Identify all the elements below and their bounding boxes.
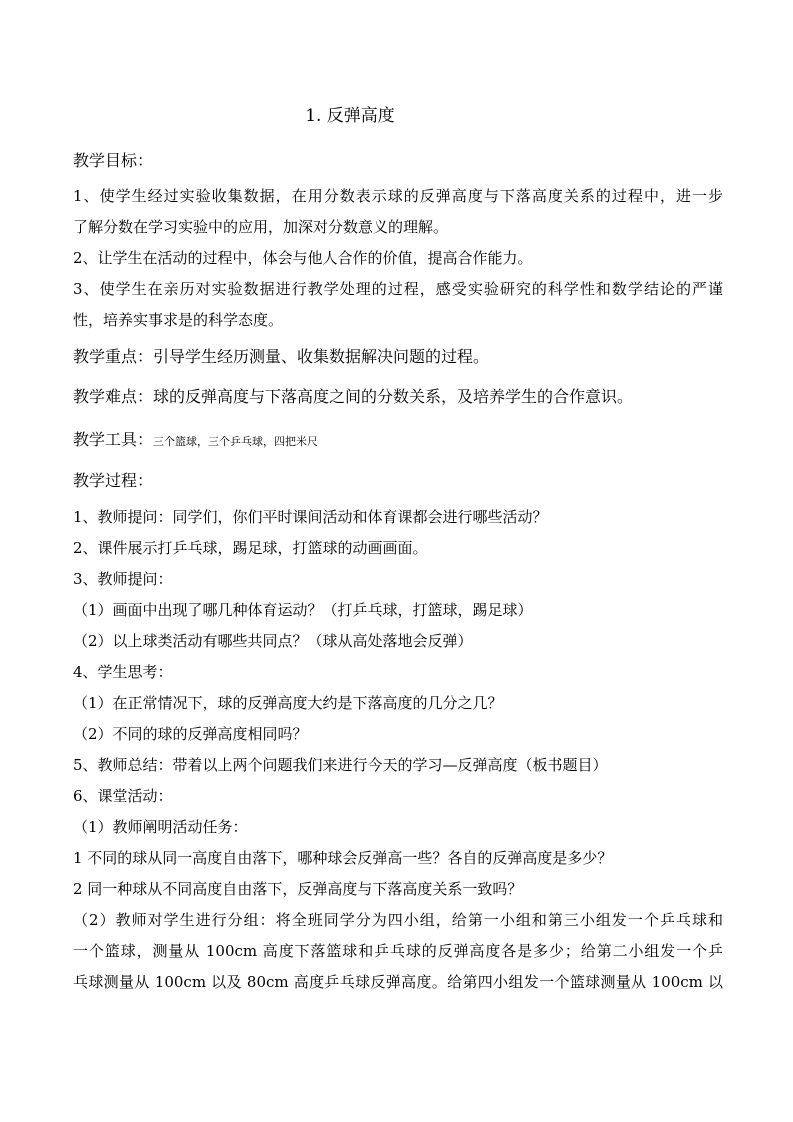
objective-1-line-2: 了解分数在学习实验中的应用，加深对分数意义的理解。 <box>73 218 449 236</box>
objectives-heading: 教学目标： <box>73 151 154 170</box>
step-4-question-1: （1）在正常情况下，球的反弹高度大约是下落高度的几分之几？ <box>73 694 503 712</box>
step-5: 5、教师总结：带着以上两个问题我们来进行今天的学习—反弹高度（板书题目） <box>73 756 608 774</box>
step-3: 3、教师提问： <box>73 570 173 588</box>
objective-3-line-2: 性，培养实事求是的科学态度。 <box>73 311 284 329</box>
step-1: 1、教师提问：同学们，你们平时课间活动和体育课都会进行哪些活动？ <box>73 508 548 526</box>
difficulty: 教学难点：球的反弹高度与下落高度之间的分数关系，及培养学生的合作意识。 <box>73 387 634 406</box>
task-2: 2 同一种球从不同高度自由落下，反弹高度与下落高度关系一致吗？ <box>73 880 523 898</box>
step-3-question-1: （1）画面中出现了哪几种体育运动？（打乒乓球，打篮球，踢足球） <box>73 601 533 619</box>
step-6-part-1: （1）教师阐明活动任务： <box>73 818 248 836</box>
document-title: 1. 反弹高度 <box>305 106 395 126</box>
objective-2: 2、让学生在活动的过程中，体会与他人合作的价值，提高合作能力。 <box>73 249 533 267</box>
task-1: 1 不同的球从同一高度自由落下，哪种球会反弹高一些？各自的反弹高度是多少？ <box>73 849 613 867</box>
step-6-part-2-line-3: 乓球测量从 100cm 以及 80cm 高度乒乓球反弹高度。给第四小组发一个篮球测量从 100cm 以 <box>73 973 723 991</box>
step-2: 2、课件展示打乒乓球，踢足球，打篮球的动画画面。 <box>73 539 428 557</box>
objective-3-line-1: 3、使学生在亲历对实验数据进行教学处理的过程，感受实验研究的科学性和数学结论的严谨 <box>73 280 723 298</box>
step-6-part-2-line-2: 一个篮球，测量从 100cm 高度下落篮球和乒乓球的反弹高度各是多少；给第二小组发一个乒 <box>73 942 723 960</box>
step-4-question-2: （2）不同的球的反弹高度相同吗？ <box>73 725 308 743</box>
process-heading: 教学过程： <box>73 471 154 490</box>
tools-label: 教学工具： <box>73 430 154 449</box>
tools-line <box>73 429 733 453</box>
step-4: 4、学生思考： <box>73 663 173 681</box>
tools-value: 三个篮球，三个乒乓球，四把米尺 <box>153 435 319 448</box>
step-3-question-2: （2）以上球类活动有哪些共同点？（球从高处落地会反弹） <box>73 632 473 650</box>
step-6: 6、课堂活动： <box>73 787 173 805</box>
objective-1-line-1: 1、使学生经过实验收集数据，在用分数表示球的反弹高度与下落高度关系的过程中，进一步 <box>73 187 723 205</box>
step-6-part-2-line-1: （2）教师对学生进行分组：将全班同学分为四小组，给第一小组和第三小组发一个乒乓球和 <box>73 911 723 929</box>
key-point: 教学重点：引导学生经历测量、收集数据解决问题的过程。 <box>73 347 490 366</box>
